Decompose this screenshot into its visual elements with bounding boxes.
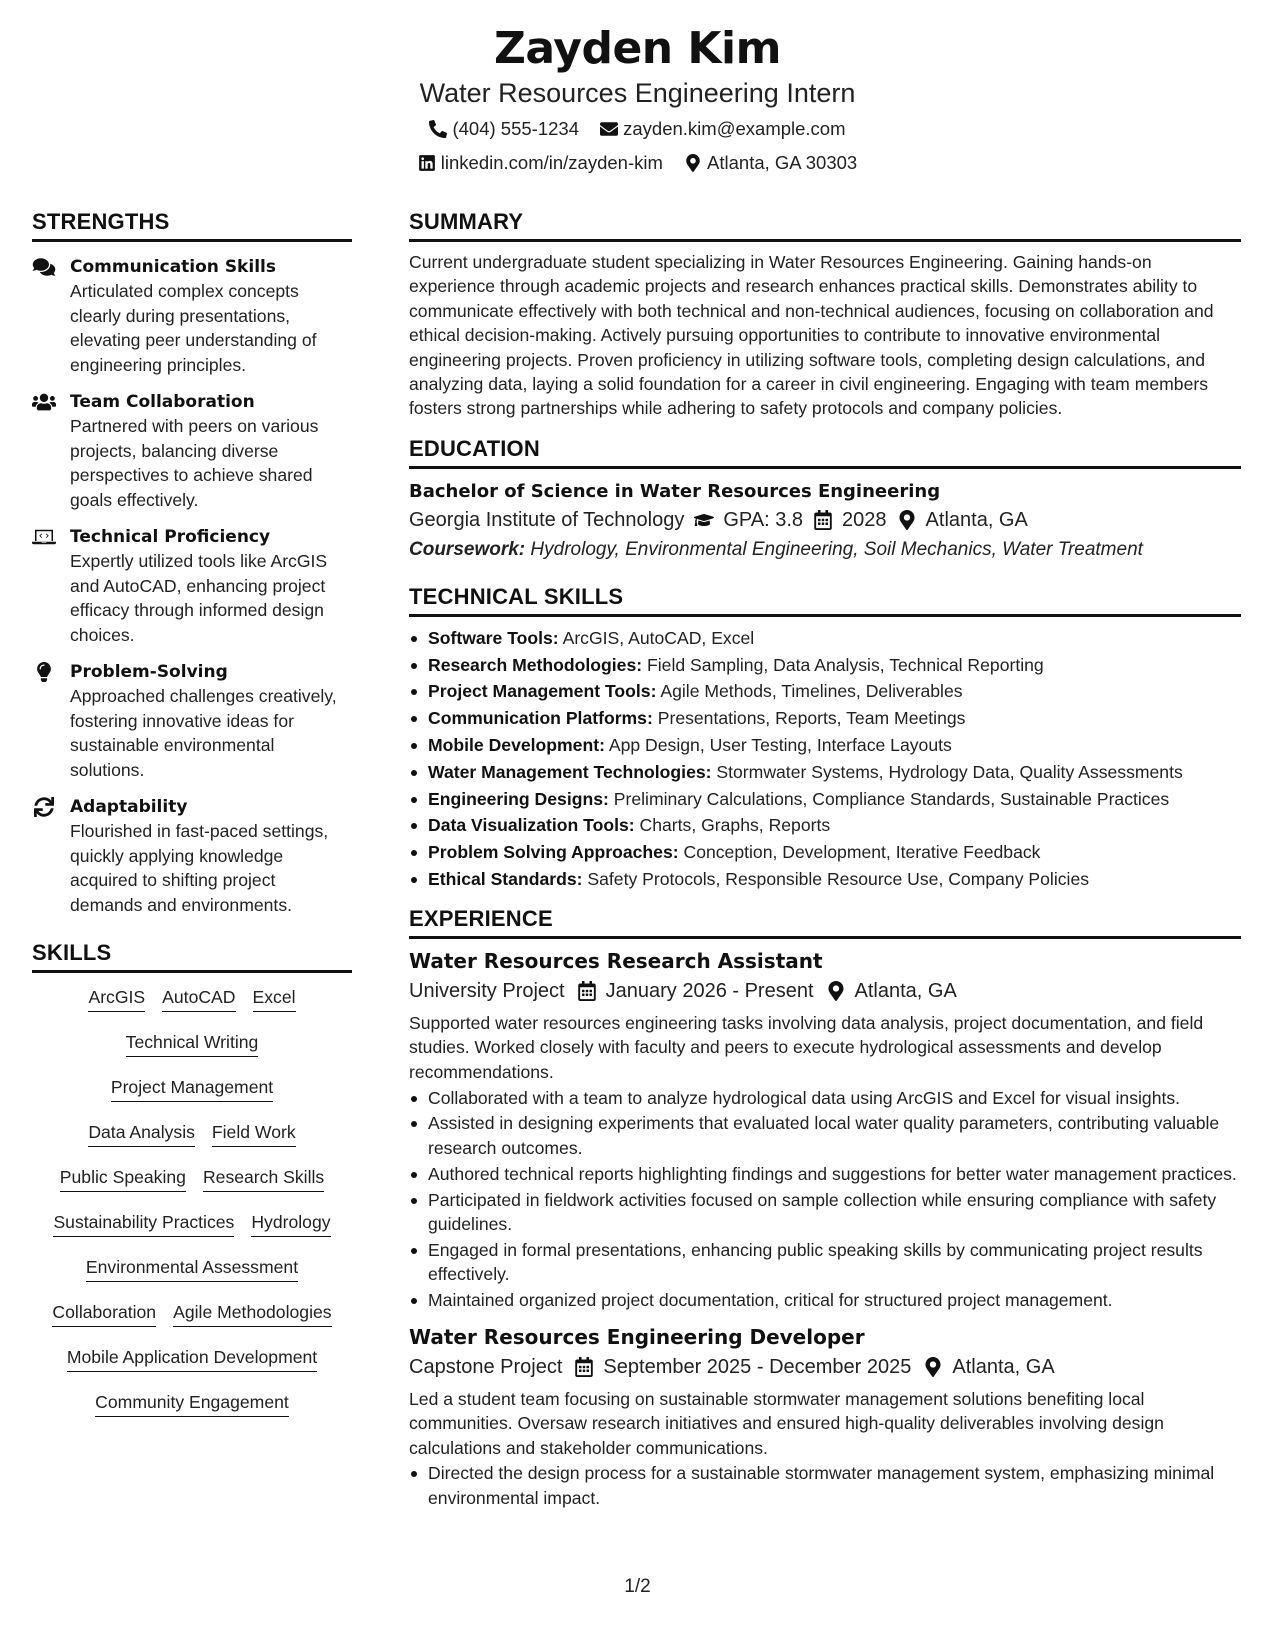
linkedin-text: linkedin.com/in/zayden-kim: [440, 152, 663, 173]
location-item: [684, 151, 857, 175]
degree-title: Bachelor of Science in Water Resources Engineering: [409, 480, 941, 502]
map-marker-icon: [826, 981, 846, 1001]
summary-heading: SUMMARY: [409, 208, 1241, 242]
envelope-icon: [600, 120, 618, 138]
coursework-label: Coursework:: [409, 538, 526, 560]
list-item: Engineering Designs: Preliminary Calculations, Compliance Standards, Sustainable Practices: [409, 786, 1241, 813]
summary-text: Current undergraduate student specializing in Water Resources Engineering. Gaining hands-on experience through academic projects and research enhances practical skills. Demonstrates ability to communicate effectively with both technical and non-technical audiences, focusing on collaboration and ethical decision-making. Actively pursuing opportunities to contribute to innovative environmental engineering projects. Proven proficiency in utilizing software tools, completing design calculations, and analyzing data, laying a solid foundation for a career in civil engineering. Engaging with team members fosters strong partnerships while adhering to safety protocols and company policies.: [409, 252, 1214, 419]
job-bullets: [409, 1461, 1241, 1510]
job-bullets: [409, 1086, 1241, 1313]
skill-chip: Mobile Application Development: [67, 1345, 317, 1372]
coursework: [409, 535, 1241, 565]
map-marker-icon: [897, 510, 917, 530]
skills-heading: SKILLS: [32, 939, 352, 973]
skill-chip: ArcGIS: [88, 985, 145, 1012]
map-marker-icon: [684, 154, 702, 172]
list-item: Communication Platforms: Presentations, Reports, Team Meetings: [409, 705, 1241, 732]
strength-description: Flourished in fast-paced settings, quickly applying knowledge acquired to shifting project demands and environments.: [70, 821, 329, 915]
list-item: Collaborated with a team to analyze hydrological data using ArcGIS and Excel for visual insights.: [409, 1086, 1241, 1110]
map-marker-icon: [923, 1357, 943, 1377]
phone-text: (404) 555-1234: [452, 118, 579, 139]
list-item: Directed the design process for a sustainable stormwater management system, emphasizing minimal environmental impact.: [409, 1461, 1241, 1510]
skill-chip: Hydrology: [251, 1210, 330, 1237]
strength-title: Problem-Solving: [70, 662, 228, 682]
calendar-icon: [813, 510, 833, 530]
list-item: Research Methodologies: Field Sampling, Data Analysis, Technical Reporting: [409, 652, 1241, 679]
job-location: Atlanta, GA: [854, 979, 957, 1002]
job-title: Water Resources Research Assistant: [409, 948, 823, 973]
coursework-list: Hydrology, Environmental Engineering, Soil Mechanics, Water Treatment: [530, 538, 1143, 560]
strength-item: [32, 525, 352, 647]
skill-chip: Field Work: [212, 1120, 296, 1147]
technical-skills-list: [409, 625, 1241, 893]
list-item: Problem Solving Approaches: Conception, Development, Iterative Feedback: [409, 839, 1241, 866]
list-item: Mobile Development: App Design, User Testing, Interface Layouts: [409, 732, 1241, 759]
users-icon: [32, 392, 56, 412]
strength-description: Approached challenges creatively, fostering innovative ideas for sustainable environmental solutions.: [70, 686, 337, 780]
skill-chip: Environmental Assessment: [86, 1255, 298, 1282]
list-item: Authored technical reports highlighting findings and suggestions for better water management practices.: [409, 1162, 1241, 1186]
right-column: [409, 208, 1241, 1510]
list-item: Water Management Technologies: Stormwater Systems, Hydrology Data, Quality Assessments: [409, 759, 1241, 786]
contact-row-2: [0, 151, 1275, 178]
lightbulb-icon: [32, 662, 56, 682]
education-heading: EDUCATION: [409, 435, 1241, 469]
list-item: Data Visualization Tools: Charts, Graphs, Reports: [409, 812, 1241, 839]
strength-title: Communication Skills: [70, 257, 276, 277]
job-title: Water Resources Engineering Developer: [409, 1324, 865, 1349]
phone-icon: [429, 120, 447, 138]
strength-item: [32, 660, 352, 782]
job-description: Led a student team focusing on sustainable stormwater management solutions benefiting local communities. Oversaw research initiatives and ensured high-quality deliverables involving design calculations and stakeholder communications.: [409, 1388, 1164, 1458]
calendar-icon: [577, 981, 597, 1001]
strengths-heading: STRENGTHS: [32, 208, 352, 242]
skill-chip: Agile Methodologies: [173, 1300, 331, 1327]
email-item[interactable]: [600, 117, 845, 141]
skill-chip: AutoCAD: [162, 985, 235, 1012]
contact-row-1: [0, 117, 1275, 144]
list-item: Project Management Tools: Agile Methods, Timelines, Deliverables: [409, 678, 1241, 705]
job-description: Supported water resources engineering tasks involving data analysis, project documentation, and field studies. Worked closely with faculty and peers to execute hydrological assessments and develop recommendations.: [409, 1012, 1204, 1082]
resume-header: [0, 22, 1275, 178]
sync-icon: [32, 797, 56, 817]
skill-chip: Collaboration: [52, 1300, 156, 1327]
skill-chip: Technical Writing: [126, 1030, 259, 1057]
strength-title: Adaptability: [70, 797, 188, 817]
list-item: Maintained organized project documentation, critical for structured project management.: [409, 1288, 1241, 1312]
calendar-icon: [574, 1357, 594, 1377]
skill-chip: Research Skills: [203, 1165, 324, 1192]
list-item: Software Tools: ArcGIS, AutoCAD, Excel: [409, 625, 1241, 652]
list-item: Assisted in designing experiments that evaluated local water quality parameters, contributing valuable research outcomes.: [409, 1111, 1241, 1160]
strength-item: [32, 390, 352, 512]
list-item: Ethical Standards: Safety Protocols, Responsible Resource Use, Company Policies: [409, 866, 1241, 893]
email-text: zayden.kim@example.com: [623, 118, 846, 139]
skill-chip: Public Speaking: [60, 1165, 186, 1192]
education-location: Atlanta, GA: [925, 508, 1028, 531]
job-org: Capstone Project: [409, 1355, 563, 1378]
gpa-text: GPA: 3.8: [723, 508, 804, 531]
strength-item: [32, 255, 352, 377]
strength-item: [32, 795, 352, 917]
candidate-name: Zayden Kim: [494, 23, 781, 74]
technical-skills-heading: TECHNICAL SKILLS: [409, 583, 1241, 617]
skill-chip: Sustainability Practices: [53, 1210, 234, 1237]
location-text: Atlanta, GA 30303: [707, 152, 858, 173]
page-number: 1/2: [624, 1576, 651, 1597]
skills-cloud: [32, 985, 352, 1435]
school-name: Georgia Institute of Technology: [409, 508, 685, 531]
job-location: Atlanta, GA: [952, 1355, 1055, 1378]
list-item: Participated in fieldwork activities focused on sample collection while ensuring compliance with safety guidelines.: [409, 1188, 1241, 1237]
strength-description: Expertly utilized tools like ArcGIS and AutoCAD, enhancing project efficacy through informed design choices.: [70, 551, 328, 645]
comments-icon: [32, 257, 56, 277]
job-meta: [409, 1351, 1241, 1383]
skill-chip: Community Engagement: [95, 1390, 289, 1417]
laptop-code-icon: [32, 527, 56, 547]
linkedin-item[interactable]: [418, 151, 663, 175]
candidate-title: Water Resources Engineering Intern: [419, 78, 856, 108]
strength-description: Partnered with peers on various projects, balancing diverse perspectives to achieve shared goals effectively.: [70, 416, 319, 510]
strength-title: Team Collaboration: [70, 392, 255, 412]
linkedin-icon: [418, 154, 436, 172]
phone-item: [429, 117, 579, 141]
job-meta: [409, 975, 1241, 1007]
strength-title: Technical Proficiency: [70, 527, 271, 547]
list-item: Engaged in formal presentations, enhancing public speaking skills by communicating project results effectively.: [409, 1238, 1241, 1287]
skill-chip: Data Analysis: [88, 1120, 195, 1147]
job-dates: September 2025 - December 2025: [603, 1355, 912, 1378]
left-column: [32, 208, 352, 1435]
strength-description: Articulated complex concepts clearly during presentations, elevating peer understanding of engineering principles.: [70, 281, 317, 375]
skill-chip: Project Management: [111, 1075, 273, 1102]
skill-chip: Excel: [253, 985, 296, 1012]
graduation-year: 2028: [842, 508, 887, 531]
education-meta: [409, 505, 1241, 535]
job-org: University Project: [409, 979, 565, 1002]
job-dates: January 2026 - Present: [605, 979, 814, 1002]
experience-heading: EXPERIENCE: [409, 905, 1241, 939]
graduation-cap-icon: [694, 510, 714, 530]
